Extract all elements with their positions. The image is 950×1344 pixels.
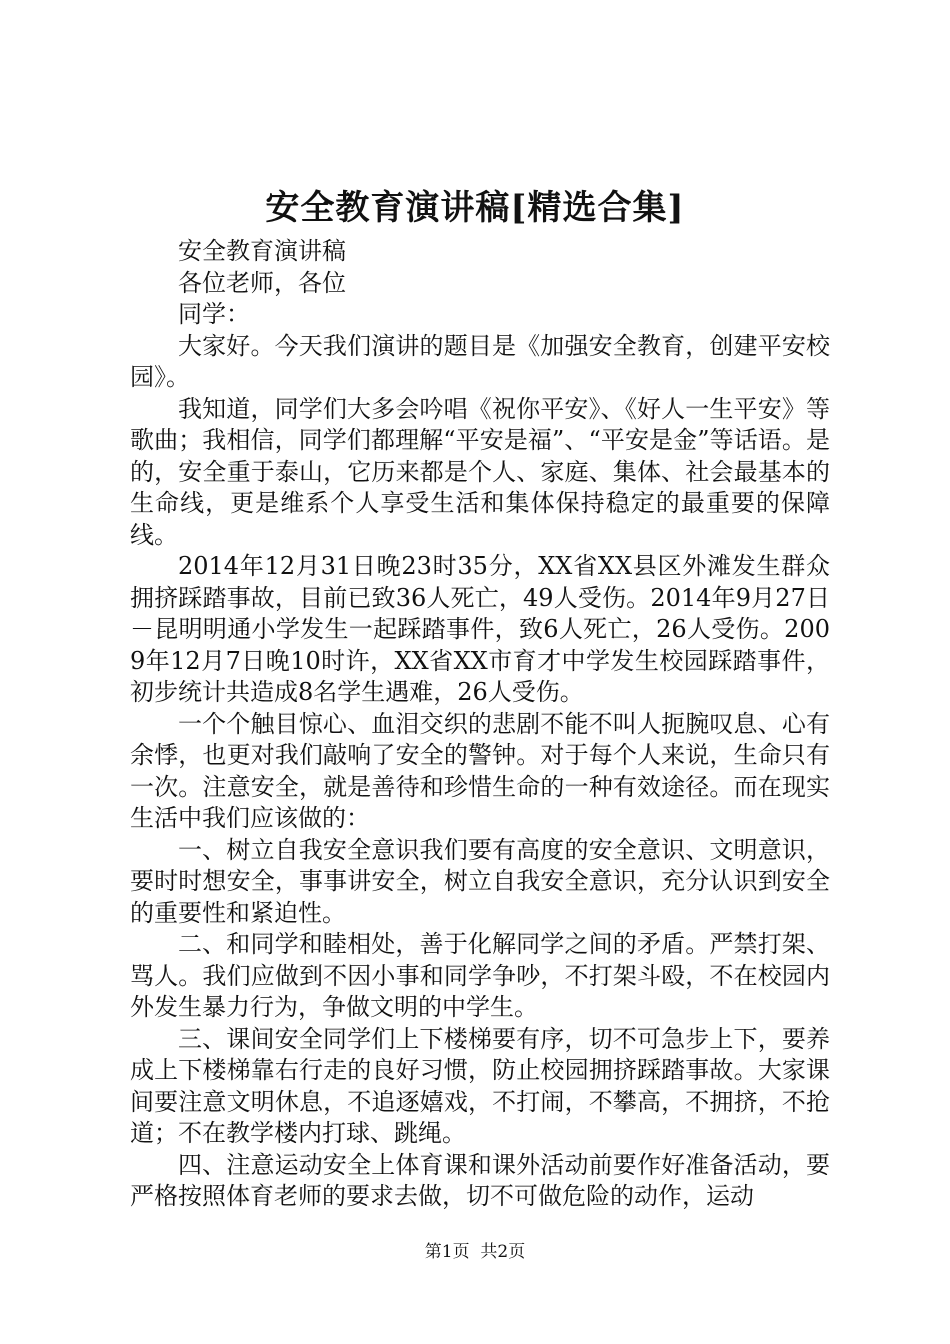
page-number: 第1页 (424, 1242, 470, 1262)
page-footer (0, 1240, 950, 1264)
paragraph-salutation-1: 各位老师，各位 (178, 268, 346, 297)
document-title: 安全教育演讲稿[精选合集] (265, 188, 685, 228)
paragraph-greeting: 大家好。今天我们演讲的题目是《加强安全教育，创建平安校园》。 (130, 331, 830, 391)
paragraph-salutation-2: 同学： (178, 300, 250, 328)
paragraph-point-3: 三、课间安全同学们上下楼梯要有序，切不可急步上下，要养成上下楼梯靠右行走的良好习惯，防止校园拥挤踩踏事故。大家课间要注意文明休息，不追逐嬉戏，不打闹，不攀高，不拥挤，不抢道；不在教学楼内打球、跳绳。 (130, 1024, 830, 1147)
paragraph-point-4: 四、注意运动安全上体育课和课外活动前要作好准备活动，要严格按照体育老师的要求去做，切不可做危险的动作，运动 (130, 1150, 830, 1210)
paragraph-point-1: 一、树立自我安全意识我们要有高度的安全意识、文明意识，要时时想安全，事事讲安全，树立自我安全意识，充分认识到安全的重要性和紧迫性。 (130, 835, 830, 927)
paragraph-heading: 安全教育演讲稿 (178, 237, 346, 265)
page-total: 共2页 (480, 1242, 526, 1262)
paragraph-reflection: 一个个触目惊心、血泪交织的悲剧不能不叫人扼腕叹息、心有余悸，也更对我们敲响了安全的警钟。对于每个人来说，生命只有一次。注意安全，就是善待和珍惜生命的一种有效途径。而在现实生活中我们应该做的： (130, 709, 830, 832)
paragraph-incidents: 2014年12月31日晚23时35分，XX省XX县区外滩发生群众拥挤踩踏事故，目前已致36人死亡，49人受伤。2014年9月27日－昆明明通小学发生一起踩踏事件，致6人死亡，26人受伤。2009年12月7日晚10时许，XX省XX市育才中学发生校园踩踏事件，初步统计共造成8名学生遇难，26人受伤。 (130, 552, 830, 706)
paragraph-point-2: 二、和同学和睦相处，善于化解同学之间的矛盾。严禁打架、骂人。我们应做到不因小事和同学争吵，不打架斗殴，不在校园内外发生暴力行为，争做文明的中学生。 (130, 930, 830, 1021)
document-body (130, 236, 830, 1213)
paragraph-intro: 我知道，同学们大多会吟唱《祝你平安》、《好人一生平安》等歌曲；我相信，同学们都理解“平安是福”、“平安是金”等话语。是的，安全重于泰山，它历来都是个人、家庭、集体、社会最基本的生命线，更是维系个人享受生活和集体保持稳定的最重要的保障线。 (130, 394, 830, 549)
